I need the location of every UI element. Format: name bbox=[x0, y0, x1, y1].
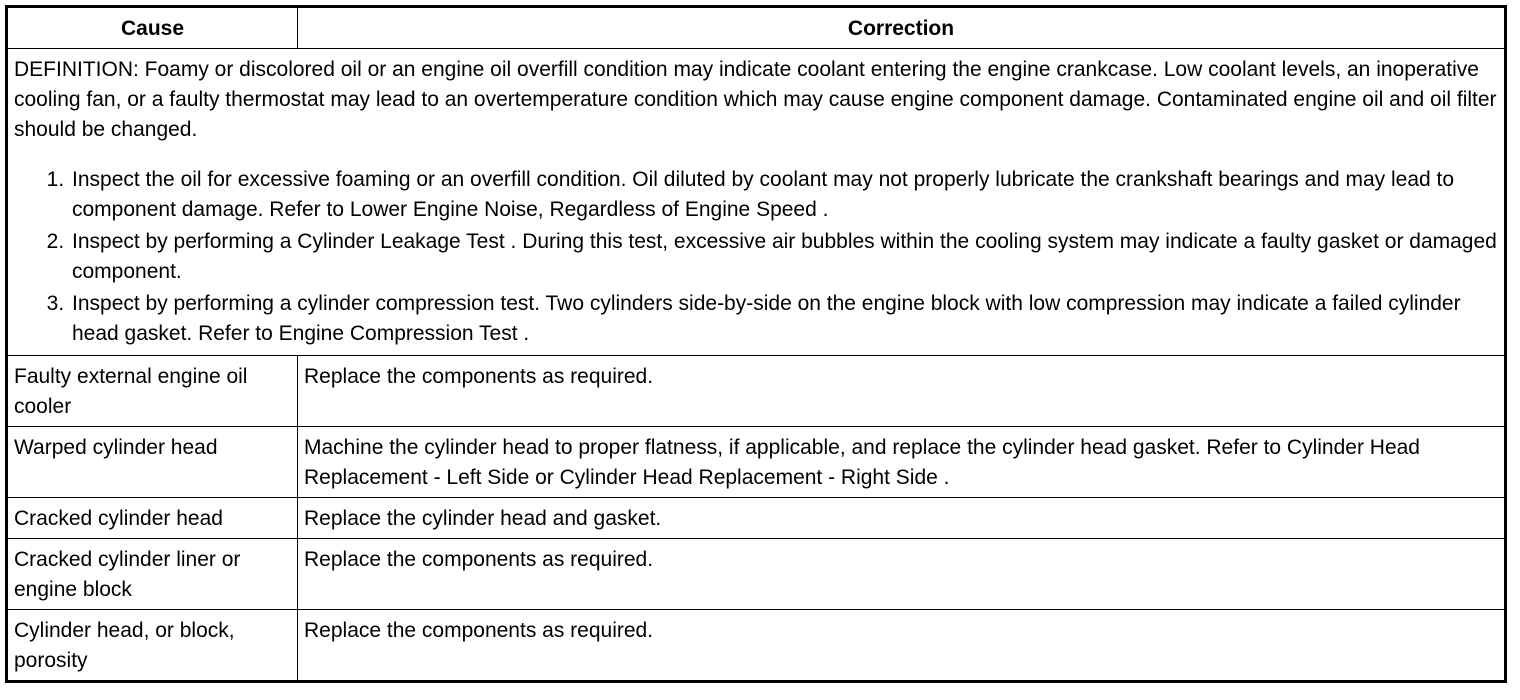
correction-cell: Replace the components as required. bbox=[298, 356, 1506, 427]
table-row bbox=[7, 498, 1506, 539]
correction-cell: Replace the components as required. bbox=[298, 610, 1506, 682]
definition-cell bbox=[7, 49, 1506, 356]
correction-cell: Machine the cylinder head to proper flatness, if applicable, and replace the cylinder head gasket. Refer to Cylinder Head Replacement - Left Side or Cylinder Head Replacement - Right Side . bbox=[298, 427, 1506, 498]
cause-cell: Faulty external engine oil cooler bbox=[7, 356, 298, 427]
header-row bbox=[7, 7, 1506, 49]
table-row bbox=[7, 539, 1506, 610]
inspection-step-1: 1. Inspect the oil for excessive foaming or an overfill condition. Oil diluted by coolant may not properly lubricate the crankshaft bearings and may lead to component damage. Refer to Lower Engine Noise, Regardless of Engine Speed . bbox=[70, 165, 1498, 225]
definition-row bbox=[7, 49, 1506, 356]
cause-column-header: Cause bbox=[7, 7, 298, 49]
table-row bbox=[7, 427, 1506, 498]
inspection-steps-list bbox=[14, 165, 1498, 349]
cause-cell: Warped cylinder head bbox=[7, 427, 298, 498]
table-row bbox=[7, 610, 1506, 682]
inspection-step-3: 3. Inspect by performing a cylinder compression test. Two cylinders side-by-side on the engine block with low compression may indicate a failed cylinder head gasket. Refer to Engine Compression Test . bbox=[70, 289, 1498, 349]
correction-cell: Replace the cylinder head and gasket. bbox=[298, 498, 1506, 539]
correction-cell: Replace the components as required. bbox=[298, 539, 1506, 610]
diagnostic-table bbox=[5, 5, 1507, 683]
table-row bbox=[7, 356, 1506, 427]
definition-text: DEFINITION: Foamy or discolored oil or an engine oil overfill condition may indicate coolant entering the engine crankcase. Low coolant levels, an inoperative cooling fan, or a faulty thermostat may lead to an overtemperature condition which may cause engine component damage. Contaminated engine oil and oil filter should be changed. bbox=[14, 58, 1497, 141]
correction-column-header: Correction bbox=[298, 7, 1506, 49]
cause-cell: Cracked cylinder liner or engine block bbox=[7, 539, 298, 610]
inspection-step-2: 2. Inspect by performing a Cylinder Leakage Test . During this test, excessive air bubbles within the cooling system may indicate a faulty gasket or damaged component. bbox=[70, 227, 1498, 287]
cause-cell: Cracked cylinder head bbox=[7, 498, 298, 539]
cause-cell: Cylinder head, or block, porosity bbox=[7, 610, 298, 682]
